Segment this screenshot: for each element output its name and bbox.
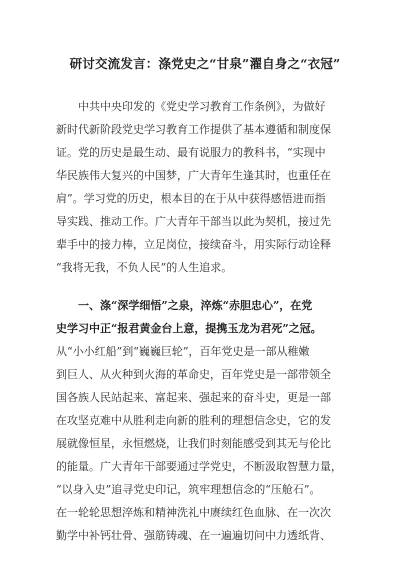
paragraph-line: 导实践、推动工作。广大青年干部当以此为契机，接过先: [56, 215, 331, 228]
paragraph-line: 勤学中补钙壮骨、强筋铸魂、在一遍遍切问中力透纸背、: [56, 529, 331, 542]
paragraph-line: 国各族人民站起来、富起来、强起来的奋斗史，更是一部: [56, 391, 331, 404]
paragraph-line: “我将无我，不负人民”的人生追求。: [56, 261, 233, 274]
paragraph-line: 在攻坚克难中从胜利走向新的胜利的理想信念史，它的发: [56, 414, 331, 427]
section-heading-line: 一、涤“深学细悟”之泉，淬炼“赤胆忠心”，在党: [78, 299, 313, 312]
paragraph-line: 证。党的历史是最生动、最有说服力的教科书，“实现中: [56, 146, 326, 159]
section-heading-line: 史学习中正“报君黄金台上意，提携玉龙为君死”之冠。: [56, 322, 322, 335]
paragraph-line: 在一轮轮思想淬炼和精神洗礼中赓续红色血脉、在一次次: [56, 506, 331, 519]
paragraph-line: 从“小小红船”到“巍巍巨轮”，百年党史是一部从稚嫩: [56, 345, 310, 358]
paragraph-line: 中共中央印发的《党史学习教育工作条例》，为做好: [78, 100, 326, 113]
paragraph-line: 展就像恒星，永恒燃烧，让我们时刻能感受到其无与伦比: [56, 437, 331, 450]
paragraph-line: 华民族伟大复兴的中国梦，广大青年生逢其时，也重任在: [56, 169, 331, 182]
paragraph-line: 肩”。学习党的历史，根本目的在于从中获得感悟进而指: [56, 192, 326, 205]
paragraph-line: 辈手中的接力棒，立足岗位，接续奋斗，用实际行动诠释: [56, 238, 331, 251]
paragraph-line: 的能量。广大青年干部要通过学党史，不断汲取智慧力量，: [56, 460, 342, 473]
paragraph-line: 新时代新阶段党史学习教育工作提供了基本遵循和制度保: [56, 123, 331, 136]
document-title: 研讨交流发言：涤党史之“甘泉”濯自身之“衣冠”: [69, 56, 341, 71]
paragraph-line: 到巨人、从火种到火海的革命史，百年党史是一部带领全: [56, 368, 331, 381]
paragraph-line: “以身入史”追寻党史印记，筑牢理想信念的“压舱石”。: [56, 483, 321, 496]
